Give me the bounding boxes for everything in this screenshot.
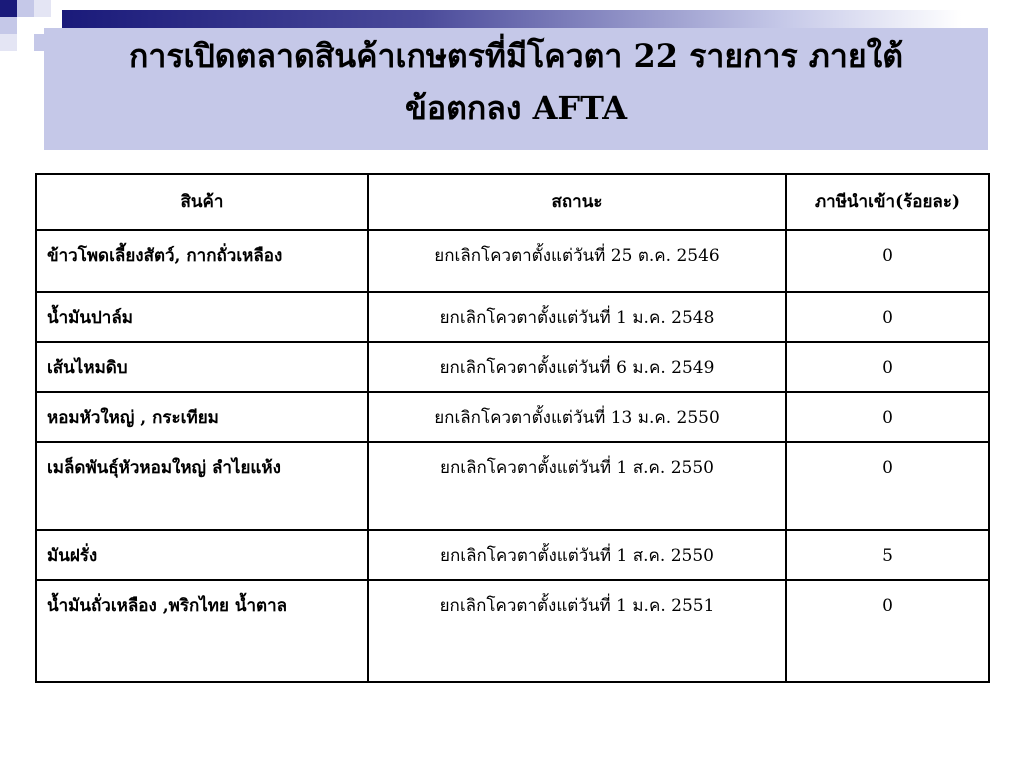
header-product: สินค้า bbox=[36, 174, 368, 230]
table-row bbox=[36, 230, 989, 292]
cell-product: เมล็ดพันธุ์หัวหอมใหญ่ ลำไยแห้ง bbox=[36, 442, 368, 530]
title-accent-bar bbox=[62, 10, 962, 28]
cell-tax: 0 bbox=[786, 442, 989, 530]
slide-title bbox=[44, 30, 988, 134]
cell-status: ยกเลิกโควตาตั้งแต่วันที่ 13 ม.ค. 2550 bbox=[368, 392, 786, 442]
table-row bbox=[36, 530, 989, 580]
table-row bbox=[36, 292, 989, 342]
table-row bbox=[36, 392, 989, 442]
slide-title-line2: ข้อตกลง AFTA bbox=[404, 89, 628, 127]
cell-status: ยกเลิกโควตาตั้งแต่วันที่ 1 ส.ค. 2550 bbox=[368, 530, 786, 580]
cell-tax: 0 bbox=[786, 292, 989, 342]
decor-square bbox=[0, 0, 17, 17]
header-status: สถานะ bbox=[368, 174, 786, 230]
cell-tax: 0 bbox=[786, 230, 989, 292]
cell-product: มันฝรั่ง bbox=[36, 530, 368, 580]
decor-square bbox=[34, 0, 51, 17]
cell-status: ยกเลิกโควตาตั้งแต่วันที่ 25 ต.ค. 2546 bbox=[368, 230, 786, 292]
cell-tax: 0 bbox=[786, 580, 989, 682]
slide-title-line1: การเปิดตลาดสินค้าเกษตรที่มีโควตา 22 รายการ ภายใต้ bbox=[129, 37, 903, 75]
table-header-row bbox=[36, 174, 989, 230]
cell-tax: 0 bbox=[786, 342, 989, 392]
cell-product: เส้นไหมดิบ bbox=[36, 342, 368, 392]
cell-status: ยกเลิกโควตาตั้งแต่วันที่ 1 ม.ค. 2548 bbox=[368, 292, 786, 342]
table-row bbox=[36, 442, 989, 530]
table-row bbox=[36, 342, 989, 392]
cell-status: ยกเลิกโควตาตั้งแต่วันที่ 6 ม.ค. 2549 bbox=[368, 342, 786, 392]
decor-square bbox=[17, 17, 34, 34]
header-tax: ภาษีนำเข้า(ร้อยละ) bbox=[786, 174, 989, 230]
decor-square bbox=[0, 34, 17, 51]
decor-square bbox=[0, 17, 17, 34]
cell-product: น้ำมันปาล์ม bbox=[36, 292, 368, 342]
table-row bbox=[36, 580, 989, 682]
cell-product: หอมหัวใหญ่ , กระเทียม bbox=[36, 392, 368, 442]
cell-product: ข้าวโพดเลี้ยงสัตว์, กากถั่วเหลือง bbox=[36, 230, 368, 292]
decor-square bbox=[17, 0, 34, 17]
cell-product: น้ำมันถั่วเหลือง ,พริกไทย น้ำตาล bbox=[36, 580, 368, 682]
quota-table bbox=[35, 173, 990, 683]
cell-tax: 0 bbox=[786, 392, 989, 442]
cell-status: ยกเลิกโควตาตั้งแต่วันที่ 1 ส.ค. 2550 bbox=[368, 442, 786, 530]
quota-table-container bbox=[35, 173, 990, 683]
cell-tax: 5 bbox=[786, 530, 989, 580]
cell-status: ยกเลิกโควตาตั้งแต่วันที่ 1 ม.ค. 2551 bbox=[368, 580, 786, 682]
